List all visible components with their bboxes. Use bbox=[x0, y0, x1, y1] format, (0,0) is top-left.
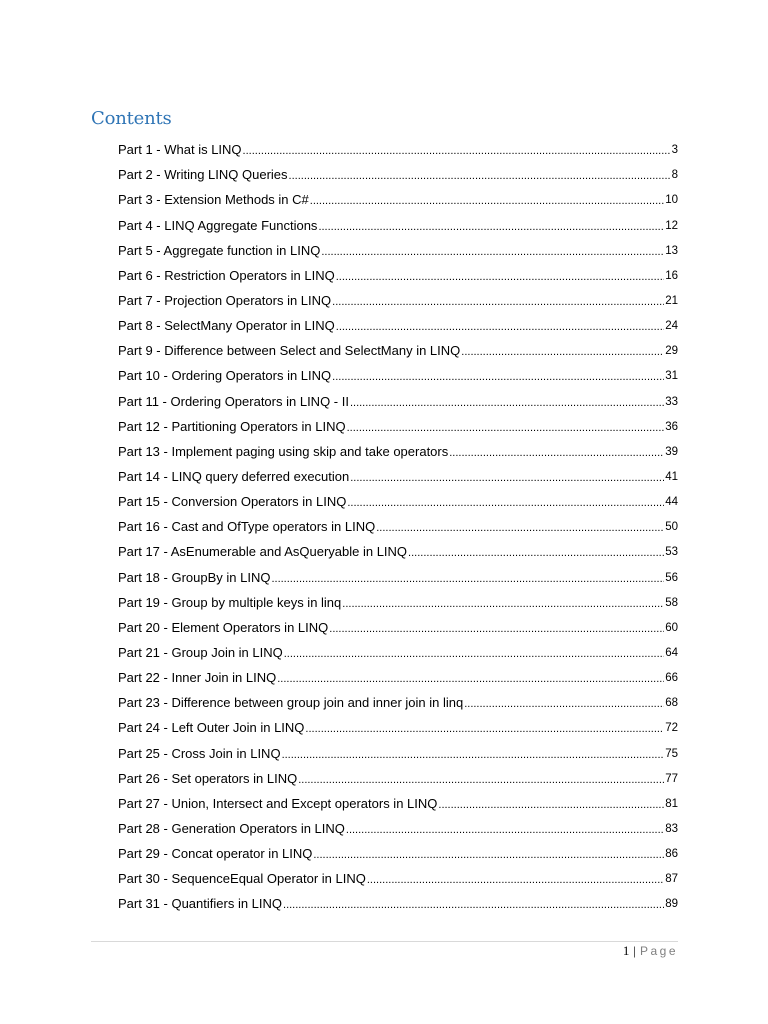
toc-entry-title[interactable]: Part 19 - Group by multiple keys in linq bbox=[118, 594, 342, 610]
toc-entry-page-number[interactable]: 10 bbox=[665, 194, 678, 207]
toc-dot-leader bbox=[376, 521, 664, 535]
toc-dot-leader bbox=[282, 748, 665, 762]
toc-entry-title[interactable]: Part 9 - Difference between Select and SelectMany in LINQ bbox=[118, 343, 461, 359]
toc-dot-leader bbox=[271, 572, 664, 586]
toc-dot-leader bbox=[298, 773, 664, 787]
toc-entry-title[interactable]: Part 20 - Element Operators in LINQ bbox=[118, 619, 329, 635]
toc-entry-page-number[interactable]: 21 bbox=[665, 294, 678, 307]
toc-entry-title[interactable]: Part 15 - Conversion Operators in LINQ bbox=[118, 494, 347, 510]
toc-entry-title[interactable]: Part 2 - Writing LINQ Queries bbox=[118, 167, 288, 183]
toc-dot-leader bbox=[346, 823, 664, 837]
toc-dot-leader bbox=[350, 396, 664, 410]
toc-entry-page-number[interactable]: 50 bbox=[665, 521, 678, 534]
toc-entry-page-number[interactable]: 29 bbox=[665, 345, 678, 358]
toc-entry-page-number[interactable]: 64 bbox=[665, 646, 678, 659]
toc-dot-leader bbox=[461, 345, 664, 359]
toc-entry-title[interactable]: Part 22 - Inner Join in LINQ bbox=[118, 670, 277, 686]
toc-entry[interactable] bbox=[118, 535, 678, 560]
toc-entry-title[interactable]: Part 26 - Set operators in LINQ bbox=[118, 770, 298, 786]
toc-entry[interactable] bbox=[118, 661, 678, 686]
toc-entry[interactable] bbox=[118, 736, 678, 761]
toc-entry[interactable] bbox=[118, 887, 678, 912]
toc-dot-leader bbox=[464, 697, 664, 711]
toc-dot-leader bbox=[284, 647, 664, 661]
contents-heading: Contents bbox=[91, 108, 172, 129]
toc-entry[interactable] bbox=[118, 410, 678, 435]
toc-entry-title[interactable]: Part 8 - SelectMany Operator in LINQ bbox=[118, 318, 335, 334]
toc-dot-leader bbox=[449, 446, 664, 460]
toc-entry[interactable] bbox=[118, 485, 678, 510]
footer-page-number: 1 bbox=[622, 943, 630, 958]
toc-entry-title[interactable]: Part 24 - Left Outer Join in LINQ bbox=[118, 720, 305, 736]
toc-entry-title[interactable]: Part 10 - Ordering Operators in LINQ bbox=[118, 368, 332, 384]
toc-entry[interactable] bbox=[118, 510, 678, 535]
toc-entry-title[interactable]: Part 17 - AsEnumerable and AsQueryable in LINQ bbox=[118, 544, 408, 560]
toc-entry[interactable] bbox=[118, 686, 678, 711]
toc-entry[interactable] bbox=[118, 384, 678, 409]
toc-entry-page-number[interactable]: 75 bbox=[665, 747, 678, 760]
toc-entry-page-number[interactable]: 68 bbox=[665, 697, 678, 710]
footer-separator: | bbox=[633, 943, 636, 958]
toc-entry-page-number[interactable]: 66 bbox=[665, 672, 678, 685]
toc-entry-title[interactable]: Part 12 - Partitioning Operators in LINQ bbox=[118, 418, 346, 434]
toc-entry-page-number[interactable]: 86 bbox=[665, 848, 678, 861]
toc-dot-leader bbox=[277, 672, 664, 686]
toc-entry-page-number[interactable]: 89 bbox=[665, 898, 678, 911]
toc-dot-leader bbox=[318, 220, 664, 234]
toc-dot-leader bbox=[305, 722, 664, 736]
toc-entry[interactable] bbox=[118, 611, 678, 636]
page-footer bbox=[623, 943, 678, 959]
toc-entry-title[interactable]: Part 16 - Cast and OfType operators in LINQ bbox=[118, 519, 376, 535]
toc-entry[interactable] bbox=[118, 259, 678, 284]
toc-entry[interactable] bbox=[118, 183, 678, 208]
toc-dot-leader bbox=[347, 496, 664, 510]
toc-entry-page-number[interactable]: 56 bbox=[665, 571, 678, 584]
toc-entry-title[interactable]: Part 13 - Implement paging using skip and take operators bbox=[118, 443, 449, 459]
toc-entry-page-number[interactable]: 36 bbox=[665, 420, 678, 433]
toc-entry-page-number[interactable]: 31 bbox=[665, 370, 678, 383]
toc-entry[interactable] bbox=[118, 234, 678, 259]
toc-entry-page-number[interactable]: 58 bbox=[665, 596, 678, 609]
toc-entry-title[interactable]: Part 25 - Cross Join in LINQ bbox=[118, 745, 281, 761]
toc-entry-title[interactable]: Part 6 - Restriction Operators in LINQ bbox=[118, 267, 335, 283]
toc-dot-leader bbox=[408, 546, 664, 560]
toc-entry[interactable] bbox=[118, 787, 678, 812]
toc-dot-leader bbox=[347, 421, 665, 435]
toc-entry[interactable] bbox=[118, 309, 678, 334]
toc-dot-leader bbox=[367, 873, 664, 887]
toc-entry-page-number[interactable]: 39 bbox=[665, 445, 678, 458]
toc-entry[interactable] bbox=[118, 586, 678, 611]
toc-entry-title[interactable]: Part 28 - Generation Operators in LINQ bbox=[118, 820, 345, 836]
toc-entry-title[interactable]: Part 3 - Extension Methods in C# bbox=[118, 192, 309, 208]
toc-entry-page-number[interactable]: 8 bbox=[671, 169, 678, 182]
toc-entry-page-number[interactable]: 44 bbox=[665, 496, 678, 509]
toc-entry-page-number[interactable]: 87 bbox=[665, 873, 678, 886]
toc-entry[interactable] bbox=[118, 133, 678, 158]
toc-entry-page-number[interactable]: 72 bbox=[665, 722, 678, 735]
toc-entry-title[interactable]: Part 23 - Difference between group join and inner join in linq bbox=[118, 695, 464, 711]
toc-entry-page-number[interactable]: 13 bbox=[665, 244, 678, 257]
toc-entry[interactable] bbox=[118, 359, 678, 384]
toc-entry-title[interactable]: Part 21 - Group Join in LINQ bbox=[118, 644, 283, 660]
toc-dot-leader bbox=[329, 622, 664, 636]
toc-entry-page-number[interactable]: 12 bbox=[665, 219, 678, 232]
toc-dot-leader bbox=[332, 295, 664, 309]
toc-entry-page-number[interactable]: 53 bbox=[665, 546, 678, 559]
toc-entry[interactable] bbox=[118, 560, 678, 585]
toc-entry[interactable] bbox=[118, 711, 678, 736]
toc-entry-title[interactable]: Part 30 - SequenceEqual Operator in LINQ bbox=[118, 871, 366, 887]
toc-entry-title[interactable]: Part 5 - Aggregate function in LINQ bbox=[118, 242, 321, 258]
footer-divider bbox=[91, 941, 678, 942]
toc-entry[interactable] bbox=[118, 460, 678, 485]
toc-entry-title[interactable]: Part 29 - Concat operator in LINQ bbox=[118, 846, 313, 862]
toc-entry-page-number[interactable]: 33 bbox=[665, 395, 678, 408]
toc-entry-title[interactable]: Part 27 - Union, Intersect and Except operators in LINQ bbox=[118, 795, 438, 811]
toc-entry-page-number[interactable]: 41 bbox=[665, 470, 678, 483]
toc-dot-leader bbox=[313, 848, 664, 862]
toc-entry-page-number[interactable]: 83 bbox=[665, 822, 678, 835]
toc-entry[interactable] bbox=[118, 812, 678, 837]
toc-entry-title[interactable]: Part 1 - What is LINQ bbox=[118, 142, 242, 158]
toc-entry[interactable] bbox=[118, 284, 678, 309]
toc-entry[interactable] bbox=[118, 208, 678, 233]
toc-entry-page-number[interactable]: 3 bbox=[671, 144, 678, 157]
toc-entry-title[interactable]: Part 11 - Ordering Operators in LINQ - II bbox=[118, 393, 349, 409]
toc-entry-page-number[interactable]: 77 bbox=[665, 772, 678, 785]
toc-entry[interactable] bbox=[118, 435, 678, 460]
toc-entry-page-number[interactable]: 24 bbox=[665, 320, 678, 333]
toc-entry-page-number[interactable]: 81 bbox=[665, 797, 678, 810]
toc-dot-leader bbox=[332, 370, 664, 384]
footer-page-label: Page bbox=[639, 944, 678, 958]
toc-dot-leader bbox=[342, 597, 664, 611]
toc-dot-leader bbox=[243, 144, 671, 158]
toc-entry-title[interactable]: Part 14 - LINQ query deferred execution bbox=[118, 468, 350, 484]
toc-entry-page-number[interactable]: 16 bbox=[665, 269, 678, 282]
toc-entry[interactable] bbox=[118, 636, 678, 661]
toc-dot-leader bbox=[336, 270, 664, 284]
toc-dot-leader bbox=[283, 898, 664, 912]
toc-entry[interactable] bbox=[118, 862, 678, 887]
toc-entry-title[interactable]: Part 4 - LINQ Aggregate Functions bbox=[118, 217, 318, 233]
toc-dot-leader bbox=[438, 798, 664, 812]
toc-entry-title[interactable]: Part 31 - Quantifiers in LINQ bbox=[118, 896, 283, 912]
toc-dot-leader bbox=[321, 245, 664, 259]
toc-entry-title[interactable]: Part 7 - Projection Operators in LINQ bbox=[118, 292, 332, 308]
toc-dot-leader bbox=[289, 169, 671, 183]
table-of-contents bbox=[118, 133, 678, 912]
toc-entry-page-number[interactable]: 60 bbox=[665, 621, 678, 634]
toc-dot-leader bbox=[336, 320, 664, 334]
toc-entry[interactable] bbox=[118, 762, 678, 787]
toc-dot-leader bbox=[350, 471, 664, 485]
toc-entry[interactable] bbox=[118, 158, 678, 183]
toc-entry[interactable] bbox=[118, 837, 678, 862]
toc-entry[interactable] bbox=[118, 334, 678, 359]
toc-dot-leader bbox=[310, 194, 664, 208]
toc-entry-title[interactable]: Part 18 - GroupBy in LINQ bbox=[118, 569, 271, 585]
